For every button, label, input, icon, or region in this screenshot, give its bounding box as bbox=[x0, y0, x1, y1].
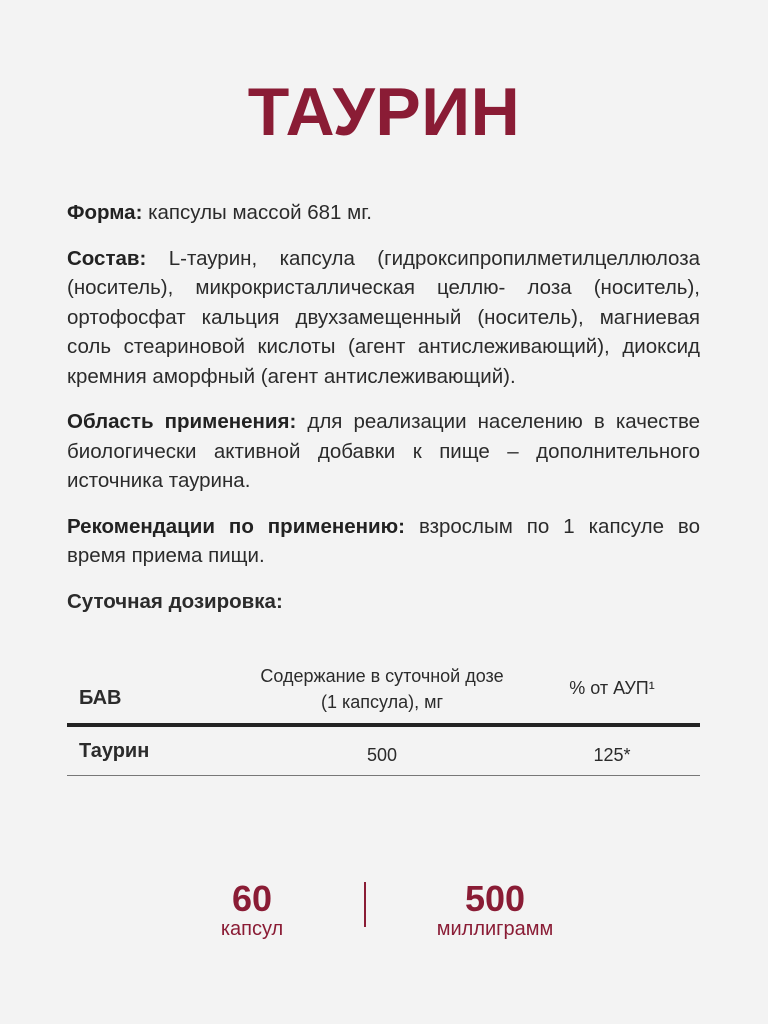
capsule-count-stat bbox=[192, 880, 312, 940]
product-description bbox=[67, 198, 700, 616]
usage-area-paragraph bbox=[67, 407, 700, 496]
row-divider bbox=[67, 775, 700, 776]
row-pct: 125* bbox=[593, 745, 631, 765]
capsule-count-label: капсул bbox=[220, 918, 284, 940]
form-paragraph bbox=[67, 198, 700, 228]
header-bav: БАВ bbox=[79, 687, 122, 709]
dosage-label: миллиграмм bbox=[436, 918, 554, 940]
header-pct: % от АУП¹ bbox=[569, 678, 655, 698]
composition-text: L-таурин, капсула (гидроксипропилметилцеллюлоза (носитель), микрокристаллическая целлю- лоза (носитель), ортофосфат кальция двухзамещенный (носитель), магниевая соль стеариновой кислоты (агент антислеживающий), диоксид кремния аморфный (агент антислеживающий). bbox=[67, 246, 700, 388]
composition-paragraph bbox=[67, 244, 700, 392]
row-value: 500 bbox=[366, 745, 398, 765]
recommendations-paragraph bbox=[67, 512, 700, 571]
dosage-table-header bbox=[67, 663, 700, 723]
row-name: Таурин bbox=[79, 740, 150, 762]
form-text: капсулы массой 681 мг. bbox=[142, 201, 372, 224]
stats-divider bbox=[364, 882, 366, 927]
form-label: Форма: bbox=[67, 201, 143, 224]
table-row bbox=[67, 727, 700, 773]
daily-dose-heading: Суточная дозировка: bbox=[67, 589, 283, 613]
usage-area-label: Область применения: bbox=[67, 410, 297, 433]
capsule-count-number: 60 bbox=[231, 878, 273, 919]
dosage-number: 500 bbox=[464, 878, 526, 919]
composition-label: Состав: bbox=[67, 246, 147, 270]
recommendations-label: Рекомендации по применению: bbox=[67, 514, 405, 538]
recommendations-text: взрослым по 1 капсуле во время приема пищи. bbox=[67, 514, 700, 567]
page-title: ТАУРИН bbox=[247, 74, 521, 150]
dosage-table bbox=[67, 663, 700, 765]
usage-area-text: для реализации населению в качестве биологически активной добавки к пище – дополнительного источника таурина. bbox=[67, 410, 701, 492]
header-content: Содержание в суточной дозе (1 капсула), мг bbox=[260, 666, 504, 712]
dosage-stat bbox=[405, 880, 585, 940]
